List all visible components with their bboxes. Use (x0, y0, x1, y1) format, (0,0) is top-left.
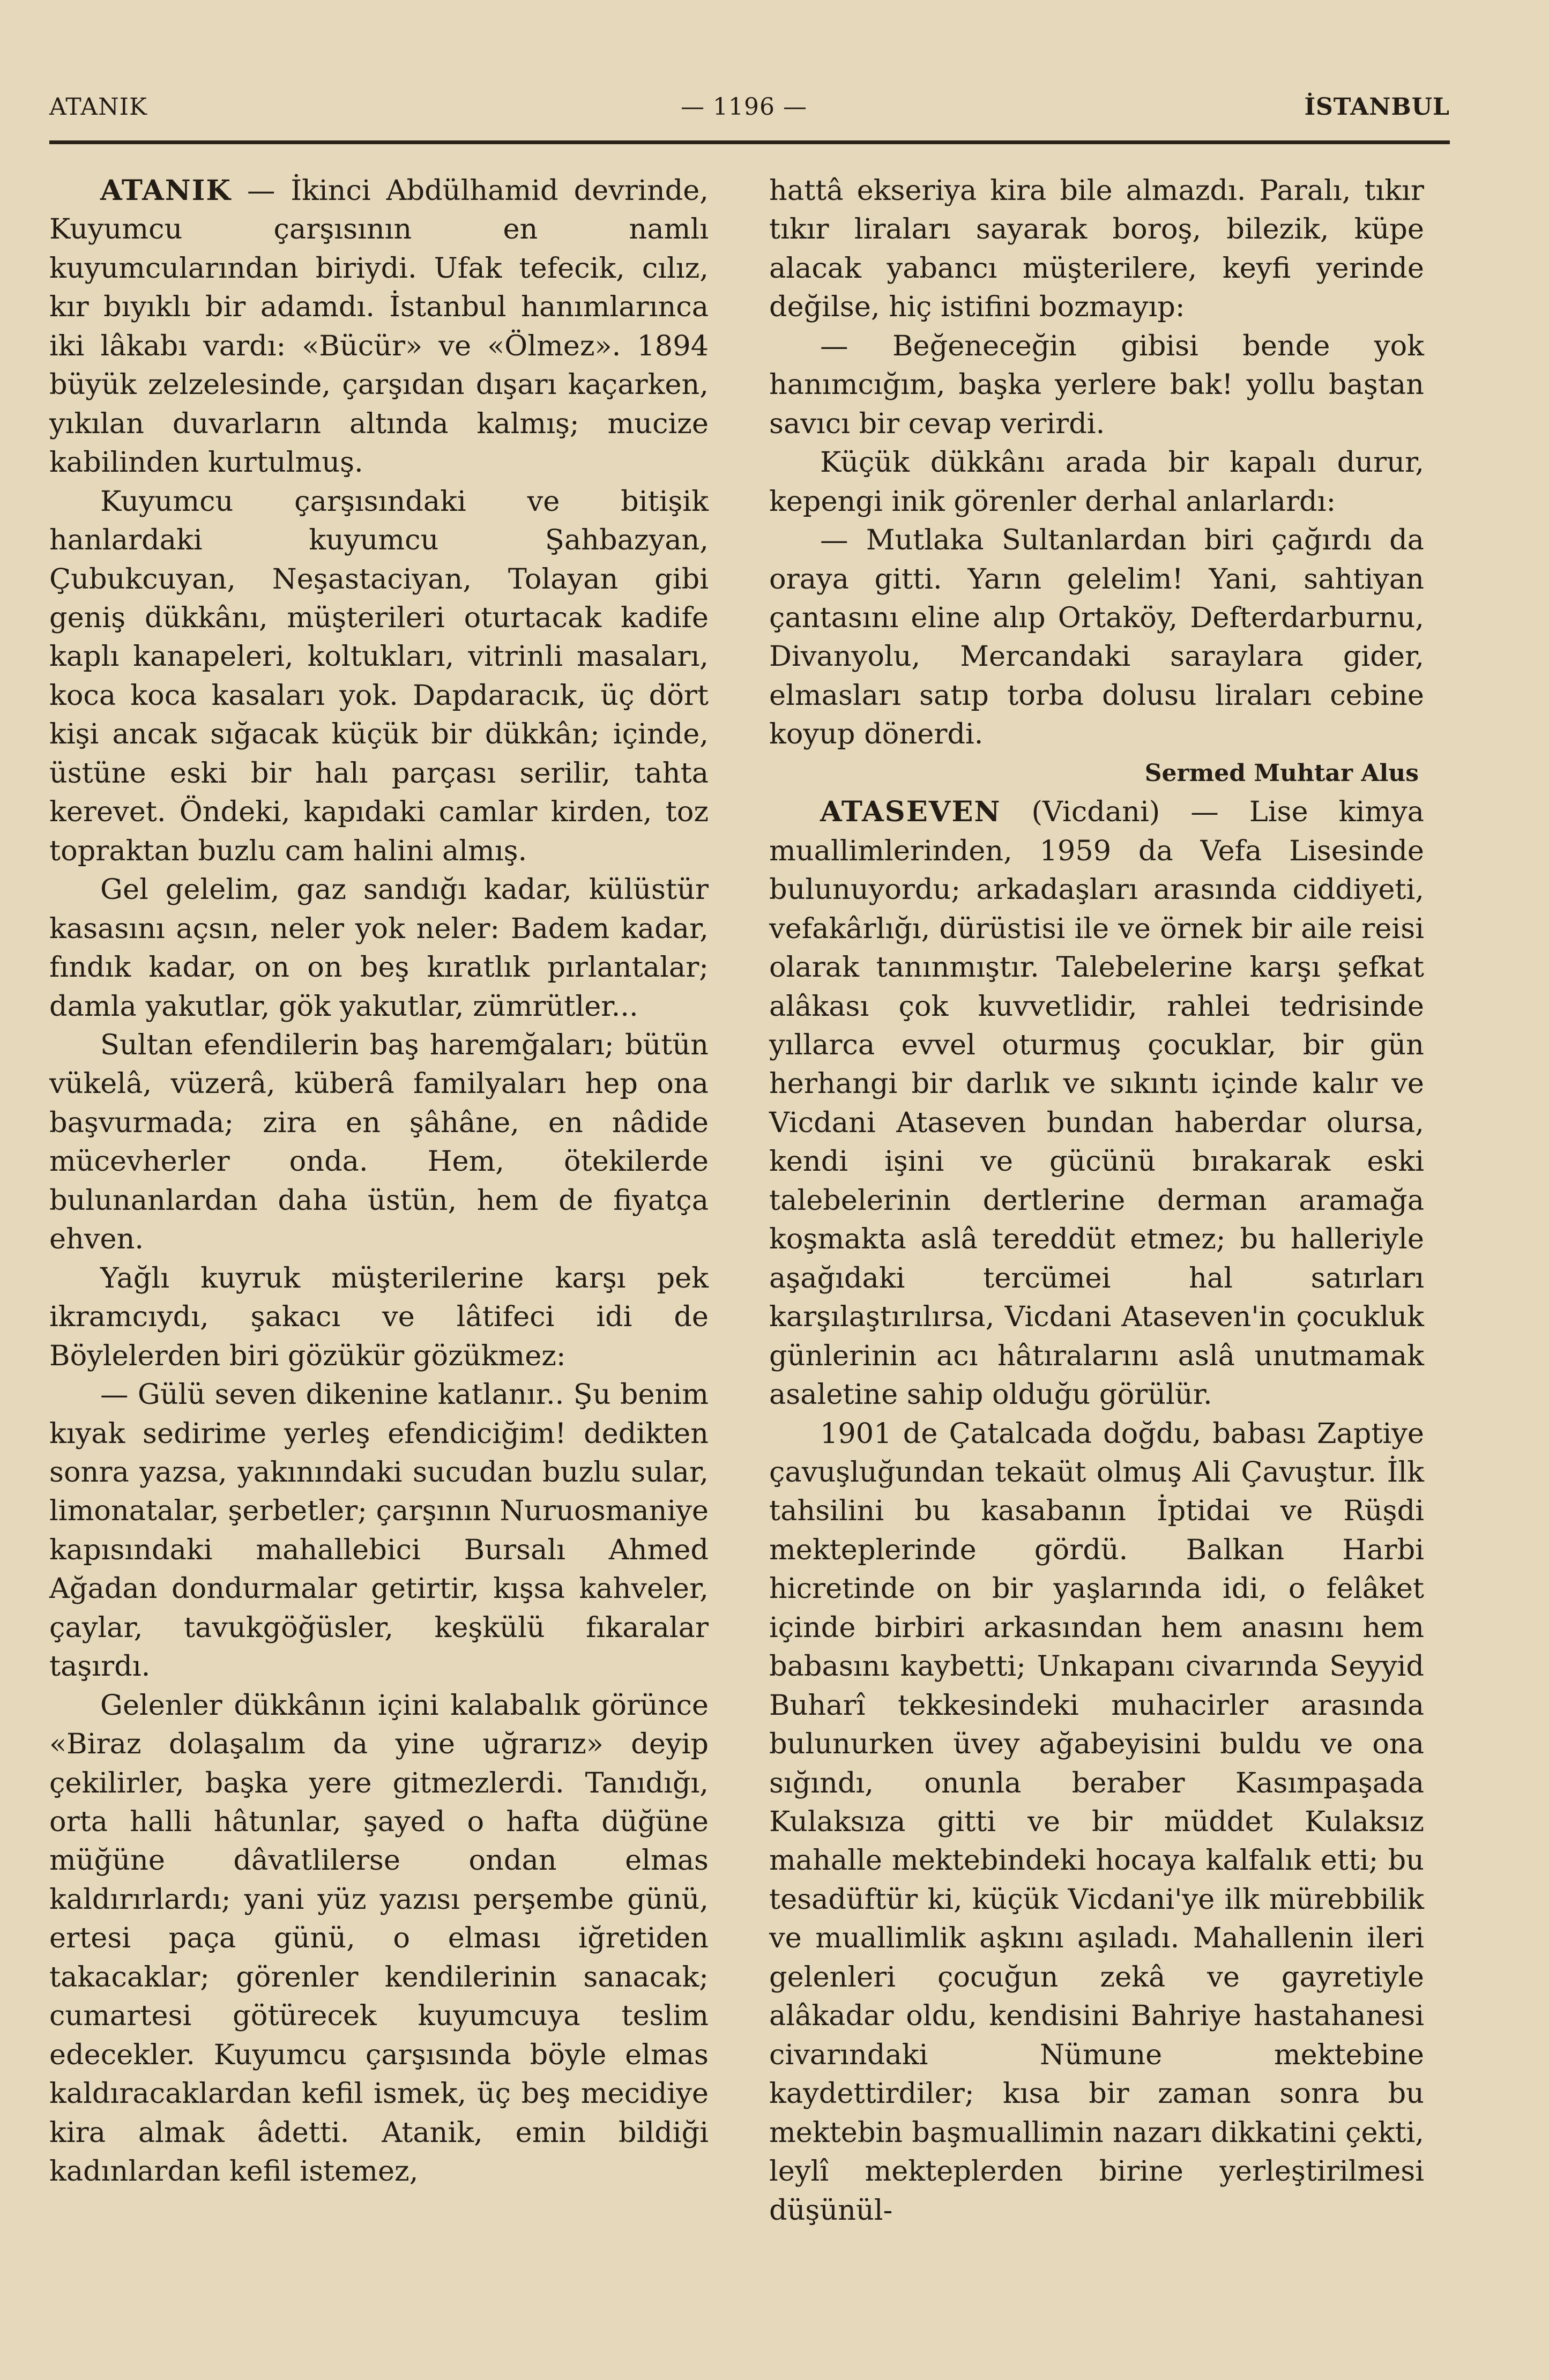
right-column (769, 172, 1424, 2230)
entry-atanik-paragraph-3: Gel gelelim, gaz sandığı kadar, külüstür kasasını açsın, neler yok neler: Badem kadar, fındık kadar, on on beş kıratlık pırlantalar; damla yakutlar, gök yakutlar, zümrütler... (49, 873, 709, 1023)
author-signature: Sermed Muhtar Alus (1144, 759, 1419, 787)
left-column (49, 172, 709, 2191)
page-number: — 1196 — (681, 93, 807, 121)
paragraph-text: — İkinci Abdülhamid devrinde, Kuyumcu çarşısının en namlı kuyumcularından biriydi. Ufak tefecik, cılız, kır bıyıklı bir adamdı. İstanbul hanımlarınca iki lâkabı vardı: «Bücür» ve «Ölmez». 1894 büyük zelzelesinde, çarşıdan dışarı kaçarken, yıkılan duvarların altında kalmış; mucize kabilinden kurtulmuş. (49, 174, 709, 479)
entry-atanik-paragraph-2: Kuyumcu çarşısındaki ve bitişik hanlardaki kuyumcu Şahbazyan, Çubukcuyan, Neşastaciyan, Tolayan gibi geniş dükkânı, müşterileri oturtacak kadife kaplı kanapeleri, koltukları, vitrinli masaları, koca koca kasaları yok. Dapdaracık, üç dört kişi ancak sığacak küçük bir dükkân; içinde, üstüne eski bir halı parçası serilir, tahta kerevet. Öndeki, kapıdaki camlar kirden, toz topraktan buzlu cam halini almış. (49, 485, 709, 867)
entry-atanik-paragraph-6: — Gülü seven dikenine katlanır.. Şu benim kıyak sedirime yerleş efendiciğim! dedikten sonra yazsa, yakınındaki sucudan buzlu sular, limonatalar, şerbetler; çarşının Nuruosmaniye kapısındaki mahallebici Bursalı Ahmed Ağadan dondurmalar getirtir, kışsa kahveler, çaylar, tavukgöğüsler, keşkülü fıkaralar taşırdı. (49, 1378, 709, 1683)
header-rule (49, 140, 1450, 144)
entry-ataseven-paragraph-1 (769, 793, 1424, 1414)
entry-atanik-paragraph-8: hattâ ekseriya kira bile almazdı. Paralı, tıkır tıkır liraları sayarak boroş, bilezik, küpe alacak yabancı müşterilere, keyfi yerinde değilse, hiç istifini bozmayıp: (769, 174, 1424, 324)
running-header-right: İSTANBUL (1304, 93, 1450, 121)
running-header-left: ATANIK (49, 93, 147, 121)
entry-heading-atanik: ATANIK (100, 174, 232, 207)
entry-atanik-paragraph-5: Yağlı kuyruk müşterilerine karşı pek ikramcıydı, şakacı ve lâtifeci idi de Böylelerden biri gözükür gözükmez: (49, 1261, 709, 1372)
entry-heading-ataseven: ATASEVEN (820, 795, 1001, 829)
entry-atanik-paragraph-11: — Mutlaka Sultanlardan biri çağırdı da oraya gitti. Yarın gelelim! Yani, sahtiyan çantasını eline alıp Ortaköy, Defterdarburnu, Divanyolu, Mercandaki saraylara gider, elmasları satıp torba dolusu liraları cebine koyup dönerdi. (769, 524, 1424, 751)
entry-atanik-paragraph-7: Gelenler dükkânın içini kalabalık görünce «Biraz dolaşalım da yine uğrarız» deyip çekilirler, başka yere gitmezlerdi. Tanıdığı, orta halli hâtunlar, şayed o hafta düğüne müğüne dâvatlilerse ondan elmas kaldırırlardı; yani yüz yazısı perşembe günü, ertesi paça günü, o elması iğretiden takacaklar; görenler kendilerinin sanacak; cumartesi götürecek kuyumcuya teslim edecekler. Kuyumcu çarşısında böyle elmas kaldıracaklardan kefil ismek, üç beş mecidiye kira almak âdetti. Atanik, emin bildiği kadınlardan kefil istemez, (49, 1689, 709, 2188)
entry-ataseven-paragraph-2: 1901 de Çatalcada doğdu, babası Zaptiye çavuşluğundan tekaüt olmuş Ali Çavuştur. İlk tahsilini bu kasabanın İptidai ve Rüşdi mekteplerinde gördü. Balkan Harbi hicretinde on bir yaşlarında idi, o felâket içinde birbiri arkasından hem anasını hem babasını kaybetti; Unkapanı civarında Seyyid Buharî tekkesindeki muhacirler arasında bulunurken üvey ağabeyisini buldu ve ona sığındı, onunla beraber Kasımpaşada Kulaksıza gitti ve bir müddet Kulaksız mahalle mektebindeki hocaya kalfalık etti; bu tesadüftür ki, küçük Vicdani'ye ilk mürebbilik ve muallimlik aşkını aşıladı. Mahallenin ileri gelenleri çocuğun zekâ ve gayretiyle alâkadar oldu, kendisini Bahriye hastahanesi civarındaki Nümune mektebine kaydettirdiler; kısa bir zaman sonra bu mektebin başmuallimin nazarı dikkatini çekti, leylî mekteplerden birine yerleştirilmesi düşünül- (769, 1417, 1424, 2227)
entry-atanik-paragraph-9: — Beğeneceğin gibisi bende yok hanımcığım, başka yerlere bak! yollu baştan savıcı bir cevap verirdi. (769, 329, 1424, 440)
paragraph-text: (Vicdani) — Lise kimya muallimlerinden, 1959 da Vefa Lisesinde bulunuyordu; arkadaşları arasında ciddiyeti, vefakârlığı, dürüstisi ile ve örnek bir aile reisi olarak tanınmıştır. Talebelerine karşı şefkat alâkası çok kuvvetlidir, rahlei tedrisinde yıllarca evvel oturmuş çocuklar, bir gün herhangi bir darlık ve sıkıntı içinde kalır ve Vicdani Ataseven bundan haberdar olursa, kendi işini ve gücünü bırakarak eski talebelerinin dertlerine derman aramağa koşmakta aslâ tereddüt etmez; bu halleriyle aşağıdaki tercümei hal satırları karşılaştırılırsa, Vicdani Ataseven'in çocukluk günlerinin acı hâtıralarını aslâ unutmamak asaletine sahip olduğu görülür. (769, 795, 1424, 1411)
entry-atanik-paragraph-4: Sultan efendilerin baş haremğaları; bütün vükelâ, vüzerâ, küberâ familyaları hep ona başvurmada; zira en şâhâne, en nâdide mücevherler onda. Hem, ötekilerde bulunanlardan daha üstün, hem de fiyatça ehven. (49, 1028, 709, 1256)
entry-atanik-paragraph-1 (49, 172, 709, 482)
entry-atanik-paragraph-10: Küçük dükkânı arada bir kapalı durur, kepengi inik görenler derhal anlarlardı: (769, 446, 1424, 518)
